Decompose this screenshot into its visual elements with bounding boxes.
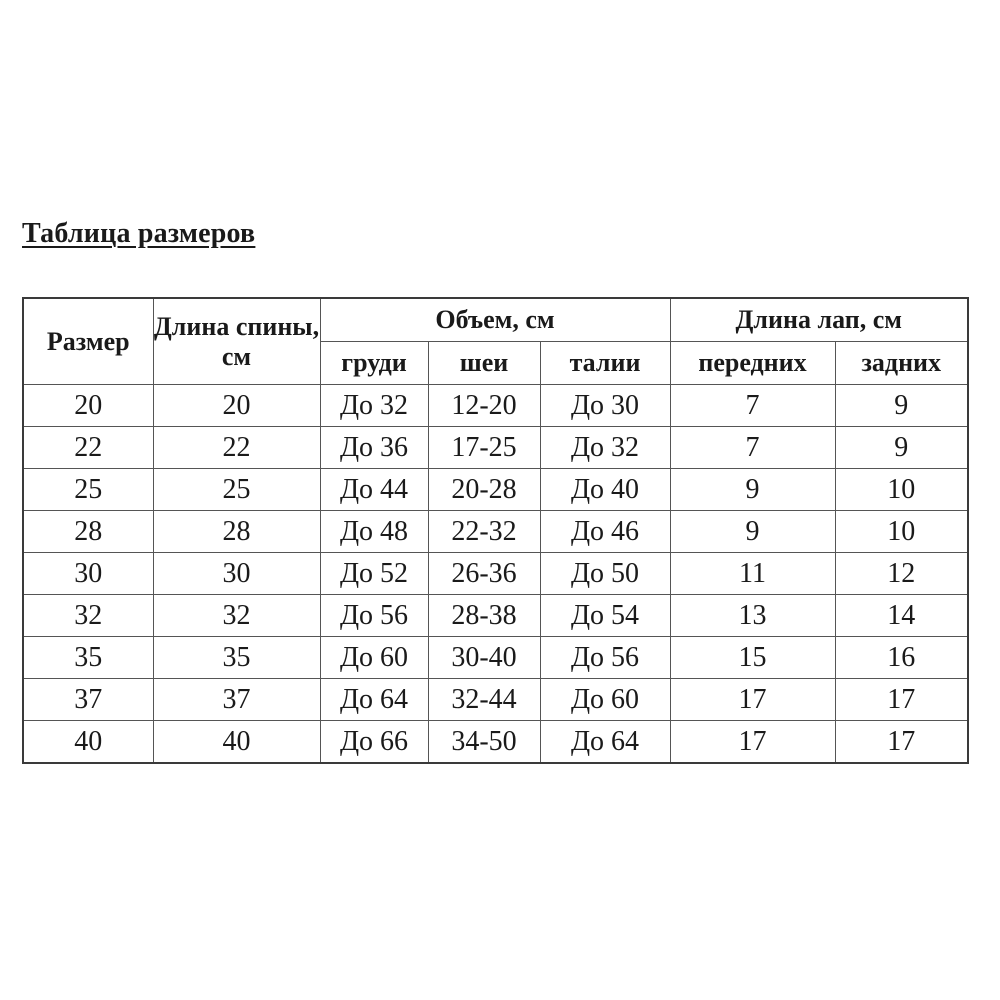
table-row	[23, 427, 968, 469]
cell-size: 30	[23, 553, 153, 595]
cell-front: 13	[670, 595, 835, 637]
header-front: передних	[670, 342, 835, 385]
cell-hind: 17	[835, 679, 968, 721]
header-paw-group: Длина лап, см	[670, 298, 968, 342]
cell-hind: 10	[835, 511, 968, 553]
cell-neck: 34-50	[428, 721, 540, 764]
cell-neck: 26-36	[428, 553, 540, 595]
cell-chest: До 52	[320, 553, 428, 595]
table-row	[23, 679, 968, 721]
cell-front: 15	[670, 637, 835, 679]
table-row	[23, 721, 968, 764]
cell-neck: 17-25	[428, 427, 540, 469]
cell-waist: До 60	[540, 679, 670, 721]
cell-size: 22	[23, 427, 153, 469]
cell-front: 17	[670, 721, 835, 764]
cell-neck: 30-40	[428, 637, 540, 679]
cell-chest: До 60	[320, 637, 428, 679]
cell-back-length: 37	[153, 679, 320, 721]
cell-hind: 16	[835, 637, 968, 679]
header-chest: груди	[320, 342, 428, 385]
cell-hind: 14	[835, 595, 968, 637]
cell-size: 40	[23, 721, 153, 764]
cell-hind: 9	[835, 385, 968, 427]
cell-chest: До 64	[320, 679, 428, 721]
cell-waist: До 50	[540, 553, 670, 595]
cell-waist: До 54	[540, 595, 670, 637]
cell-waist: До 64	[540, 721, 670, 764]
cell-size: 35	[23, 637, 153, 679]
header-hind: задних	[835, 342, 968, 385]
cell-front: 9	[670, 511, 835, 553]
cell-waist: До 32	[540, 427, 670, 469]
cell-back-length: 30	[153, 553, 320, 595]
cell-waist: До 46	[540, 511, 670, 553]
header-volume-group: Объем, см	[320, 298, 670, 342]
header-size: Размер	[23, 298, 153, 385]
cell-hind: 9	[835, 427, 968, 469]
cell-back-length: 28	[153, 511, 320, 553]
cell-size: 20	[23, 385, 153, 427]
table-row	[23, 469, 968, 511]
cell-size: 32	[23, 595, 153, 637]
cell-hind: 12	[835, 553, 968, 595]
cell-front: 9	[670, 469, 835, 511]
cell-front: 11	[670, 553, 835, 595]
cell-hind: 17	[835, 721, 968, 764]
cell-chest: До 66	[320, 721, 428, 764]
cell-size: 37	[23, 679, 153, 721]
cell-neck: 32-44	[428, 679, 540, 721]
cell-back-length: 20	[153, 385, 320, 427]
cell-neck: 12-20	[428, 385, 540, 427]
table-row	[23, 637, 968, 679]
cell-hind: 10	[835, 469, 968, 511]
header-back-length	[153, 298, 320, 385]
table-row	[23, 385, 968, 427]
cell-neck: 20-28	[428, 469, 540, 511]
cell-size: 28	[23, 511, 153, 553]
table-row	[23, 553, 968, 595]
header-row-top	[23, 298, 968, 342]
header-waist: талии	[540, 342, 670, 385]
cell-back-length: 22	[153, 427, 320, 469]
cell-size: 25	[23, 469, 153, 511]
cell-back-length: 35	[153, 637, 320, 679]
cell-neck: 28-38	[428, 595, 540, 637]
cell-chest: До 32	[320, 385, 428, 427]
table-row	[23, 511, 968, 553]
cell-front: 7	[670, 385, 835, 427]
cell-waist: До 30	[540, 385, 670, 427]
size-table	[22, 297, 969, 764]
table-row	[23, 595, 968, 637]
cell-back-length: 40	[153, 721, 320, 764]
cell-waist: До 40	[540, 469, 670, 511]
cell-back-length: 25	[153, 469, 320, 511]
cell-chest: До 56	[320, 595, 428, 637]
cell-front: 7	[670, 427, 835, 469]
page-title: Таблица размеров	[22, 218, 256, 249]
header-neck: шеи	[428, 342, 540, 385]
cell-chest: До 44	[320, 469, 428, 511]
cell-front: 17	[670, 679, 835, 721]
header-back-length-label: Длина спины, см	[153, 312, 320, 371]
cell-neck: 22-32	[428, 511, 540, 553]
cell-chest: До 48	[320, 511, 428, 553]
cell-back-length: 32	[153, 595, 320, 637]
cell-chest: До 36	[320, 427, 428, 469]
cell-waist: До 56	[540, 637, 670, 679]
